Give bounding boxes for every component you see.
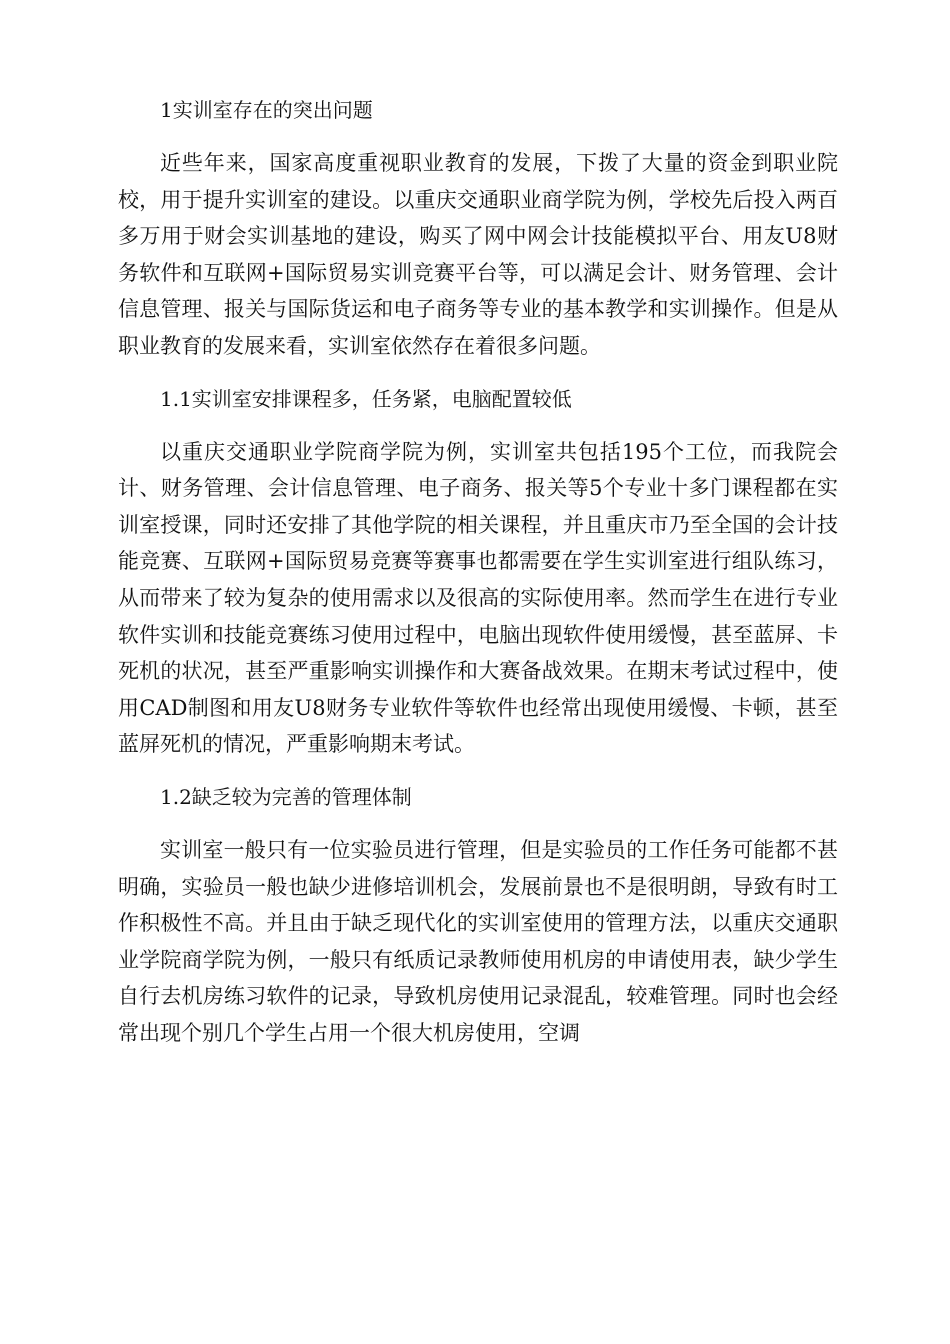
section-paragraph-1-2: 实训室一般只有一位实验员进行管理，但是实验员的工作任务可能都不甚明确，实验员一般也缺少进修培训机会，发展前景也不是很明朗，导致有时工作积极性不高。并且由于缺乏现代化的实训室使用的管理方法，以重庆交通职业学院商学院为例，一般只有纸质记录教师使用机房的申请使用表，缺少学生自行去机房练习软件的记录，导致机房使用记录混乱，较难管理。同时也会经常出现个别几个学生占用一个很大机房使用，空调 — [118, 837, 838, 1045]
section-heading-1-1: 1.1实训室安排课程多，任务紧，电脑配置较低 — [160, 386, 572, 411]
section-paragraph-1-1: 以重庆交通职业学院商学院为例，实训室共包括195个工位，而我院会计、财务管理、会计信息管理、电子商务、报关等5个专业十多门课程都在实训室授课，同时还安排了其他学院的相关课程，并且重庆市乃至全国的会计技能竞赛、互联网+国际贸易竞赛等赛事也都需要在学生实训室进行组队练习，从而带来了较为复杂的使用需求以及很高的实际使用率。然而学生在进行专业软件实训和技能竞赛练习使用过程中，电脑出现软件使用缓慢，甚至蓝屏、卡死机的状况，甚至严重影响实训操作和大赛备战效果。在期末考试过程中，使用CAD制图和用友U8财务专业软件等软件也经常出现使用缓慢、卡顿，甚至蓝屏死机的情况，严重影响期末考试。 — [118, 439, 838, 757]
section-heading-1-2: 1.2缺乏较为完善的管理体制 — [160, 784, 412, 809]
document-page — [118, 90, 838, 1065]
section-paragraph-1: 近些年来，国家高度重视职业教育的发展，下拨了大量的资金到职业院校，用于提升实训室的建设。以重庆交通职业商学院为例，学校先后投入两百多万用于财会实训基地的建设，购买了网中网会计技能模拟平台、用友U8财务软件和互联网+国际贸易实训竞赛平台等，可以满足会计、财务管理、会计信息管理、报关与国际货运和电子商务等专业的基本教学和实训操作。但是从职业教育的发展来看，实训室依然存在着很多问题。 — [118, 151, 838, 358]
section-heading-1: 1实训室存在的突出问题 — [160, 98, 373, 122]
